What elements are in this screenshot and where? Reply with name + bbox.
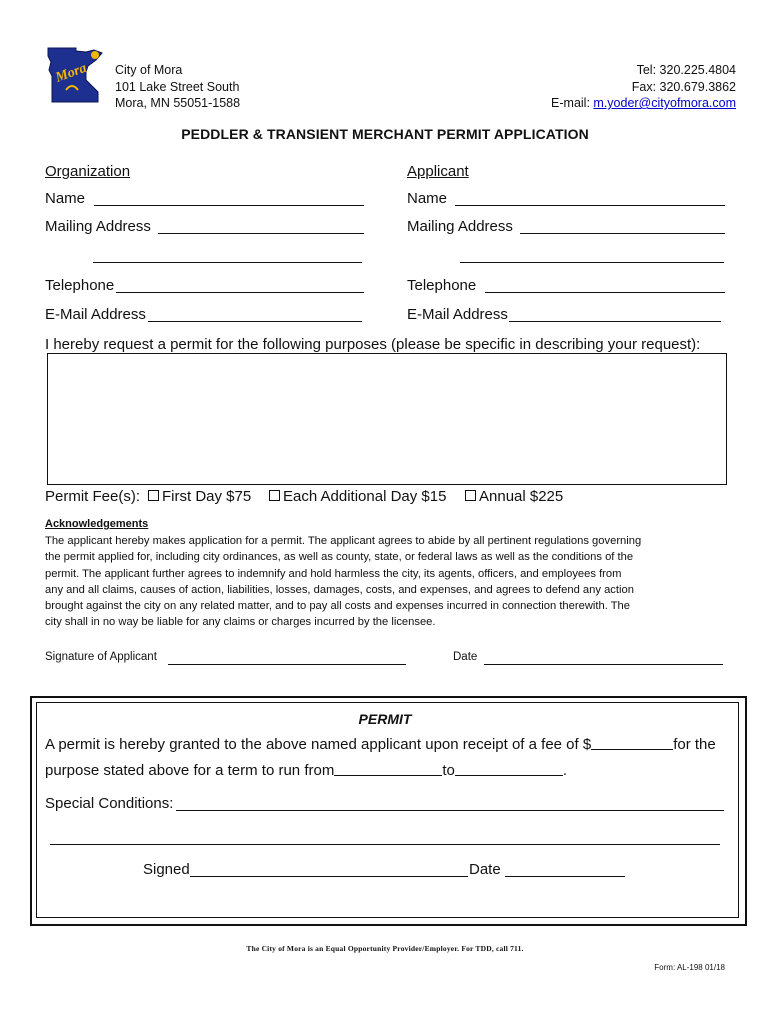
org-mailing-label: Mailing Address: [45, 218, 151, 235]
permit-line-2: purpose stated above for a term to run from to .: [45, 762, 568, 779]
permit-signed-label: Signed: [143, 861, 190, 878]
ack-line: permit. The applicant further agrees to indemnify and hold harmless the city, its agents, officers, and employees from: [45, 567, 622, 580]
acknowledgements-text: [45, 533, 735, 631]
city-logo: [46, 46, 108, 104]
permit-line-1: A permit is hereby granted to the above named applicant upon receipt of a fee of $ for the: [45, 736, 716, 753]
term-from-field[interactable]: [334, 775, 442, 776]
applicant-heading: Applicant: [407, 163, 469, 180]
org-email-field[interactable]: [148, 321, 362, 322]
special-conditions-label: Special Conditions:: [45, 795, 174, 812]
ack-line: city shall in no way be liable for any claims or charges incurred by the licensee.: [45, 616, 436, 629]
form-title: PEDDLER & TRANSIENT MERCHANT PERMIT APPLICATION: [181, 126, 589, 142]
signature-date-label: Date: [453, 651, 478, 663]
email-link[interactable]: m.yoder@cityofmora.com: [593, 96, 736, 110]
org-telephone-field[interactable]: [116, 292, 364, 293]
request-prompt: I hereby request a permit for the following purposes (please be specific in describing your request):: [45, 336, 701, 353]
request-textbox[interactable]: [47, 353, 727, 485]
app-mailing-field-2[interactable]: [460, 262, 724, 263]
org-telephone-label: Telephone: [45, 277, 115, 294]
logo-text: Mora: [53, 60, 89, 86]
org-mailing-field[interactable]: [158, 233, 364, 234]
term-to-field[interactable]: [455, 775, 563, 776]
org-email-label: E-Mail Address: [45, 306, 146, 323]
permit-date-label: Date: [469, 861, 501, 878]
address-line: Mora, MN 55051-1588: [115, 96, 241, 110]
permit-fee-field[interactable]: [591, 749, 673, 750]
applicant-signature-label: Signature of Applicant: [45, 651, 157, 663]
special-conditions-field[interactable]: [176, 810, 724, 811]
fax: Fax: 320.679.3862: [631, 79, 736, 94]
fee-label: Permit Fee(s):: [45, 488, 141, 505]
app-name-field[interactable]: [455, 205, 725, 206]
signature-date-field[interactable]: [484, 664, 723, 665]
ack-line: the permit applied for, including city ordinances, as well as county, state, or federal laws as well as the conditions of the: [45, 551, 634, 564]
address-line: 101 Lake Street South: [115, 79, 240, 94]
ack-line: any and all claims, causes of action, liabilities, losses, damages, costs, and expenses, and agrees to defend any action: [45, 583, 634, 596]
form-number: Form: AL-198 01/18: [654, 963, 725, 972]
contact-info: [551, 62, 736, 112]
permit-signed-field[interactable]: [190, 876, 468, 877]
app-mailing-label: Mailing Address: [407, 218, 513, 235]
app-mailing-field[interactable]: [520, 233, 725, 234]
applicant-signature-field[interactable]: [168, 664, 406, 665]
org-mailing-field-2[interactable]: [93, 262, 362, 263]
city-address: [115, 62, 240, 112]
ack-line: brought against the city on any related matter, and to pay all costs and expenses incurred in connection therewith. The: [45, 600, 631, 613]
fee-option-first-day[interactable]: First Day $75: [148, 488, 251, 505]
checkbox-icon[interactable]: [465, 490, 476, 501]
app-telephone-field[interactable]: [485, 292, 725, 293]
organization-heading: Organization: [45, 163, 131, 180]
checkbox-icon[interactable]: [148, 490, 159, 501]
app-email-label: E-Mail Address: [407, 306, 508, 323]
org-name-field[interactable]: [94, 205, 364, 206]
tel: Tel: 320.225.4804: [636, 63, 736, 77]
permit-date-field[interactable]: [505, 876, 625, 877]
org-name-label: Name: [45, 190, 86, 207]
address-line: City of Mora: [115, 63, 183, 77]
footer-eoe: The City of Mora is an Equal Opportunity Provider/Employer. For TDD, call 711.: [246, 944, 524, 953]
app-name-label: Name: [407, 190, 448, 207]
app-email-field[interactable]: [509, 321, 721, 322]
fee-option-annual[interactable]: Annual $225: [465, 488, 563, 505]
fee-option-additional-day[interactable]: Each Additional Day $15: [269, 488, 446, 505]
app-telephone-label: Telephone: [407, 277, 477, 294]
ack-line: The applicant hereby makes application for a permit. The applicant agrees to abide by all pertinent regulations governing: [45, 535, 642, 547]
acknowledgements-heading: Acknowledgements: [45, 518, 149, 530]
email-label: E-mail:: [551, 96, 594, 110]
special-conditions-field-2[interactable]: [50, 844, 720, 845]
permit-title: PERMIT: [358, 711, 412, 727]
checkbox-icon[interactable]: [269, 490, 280, 501]
